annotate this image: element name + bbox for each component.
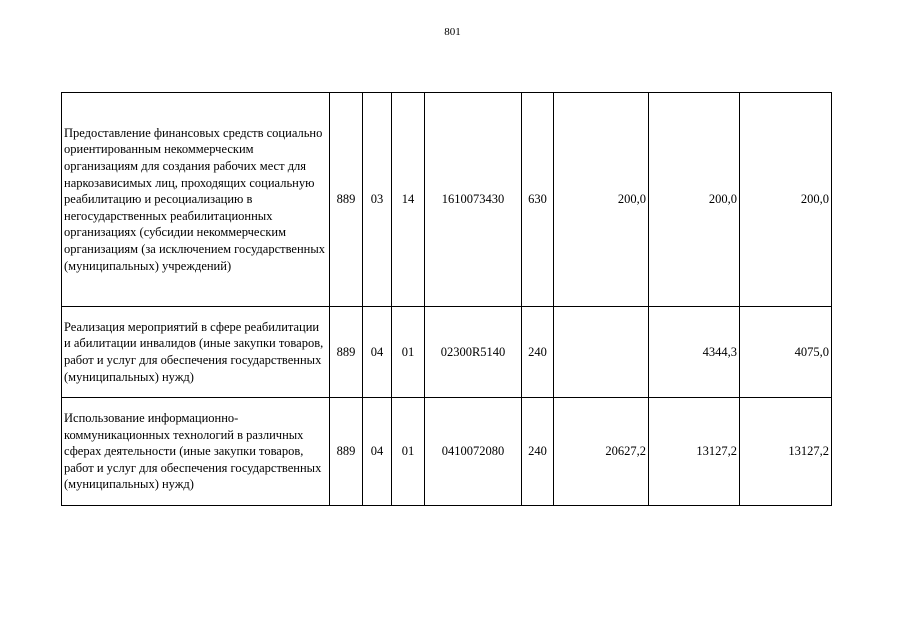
target-article-cell: 0410072080 [425, 398, 522, 506]
row-name-cell: Реализация мероприятий в сфере реабилитации и абилитации инвалидов (иные закупки товаров, работ и услуг для обеспечения государственных (муниципальных) нужд) [62, 307, 330, 398]
section-code-cell: 04 [363, 307, 392, 398]
amount-year3-cell: 4075,0 [740, 307, 832, 398]
expense-type-cell: 240 [522, 398, 554, 506]
amount-year2-cell: 4344,3 [649, 307, 740, 398]
amount-year3-cell: 13127,2 [740, 398, 832, 506]
table-row [62, 398, 832, 506]
section-code-cell: 04 [363, 398, 392, 506]
amount-year1-cell: 20627,2 [554, 398, 649, 506]
subsection-code-cell: 14 [392, 93, 425, 307]
subsection-code-cell: 01 [392, 307, 425, 398]
amount-year3-cell: 200,0 [740, 93, 832, 307]
expense-type-cell: 240 [522, 307, 554, 398]
table-row [62, 93, 832, 307]
ministry-code-cell: 889 [330, 307, 363, 398]
ministry-code-cell: 889 [330, 93, 363, 307]
target-article-cell: 1610073430 [425, 93, 522, 307]
amount-year2-cell: 13127,2 [649, 398, 740, 506]
budget-table [61, 92, 832, 506]
ministry-code-cell: 889 [330, 398, 363, 506]
row-name-cell: Предоставление финансовых средств социально ориентированным некоммерческим организациям для создания рабочих мест для наркозависимых лиц, проходящих социальную реабилитацию и ресоциализацию в негосударственных реабилитационных организациях (субсидии некоммерческим организациям (за исключением государственных (муниципальных) учреждений) [62, 93, 330, 307]
amount-year1-cell [554, 307, 649, 398]
target-article-cell: 02300R5140 [425, 307, 522, 398]
amount-year1-cell: 200,0 [554, 93, 649, 307]
subsection-code-cell: 01 [392, 398, 425, 506]
table-row [62, 307, 832, 398]
section-code-cell: 03 [363, 93, 392, 307]
expense-type-cell: 630 [522, 93, 554, 307]
row-name-cell: Использование информационно-коммуникационных технологий в различных сферах деятельности (иные закупки товаров, работ и услуг для обеспечения государственных (муниципальных) нужд) [62, 398, 330, 506]
amount-year2-cell: 200,0 [649, 93, 740, 307]
page-number: 801 [444, 26, 461, 38]
